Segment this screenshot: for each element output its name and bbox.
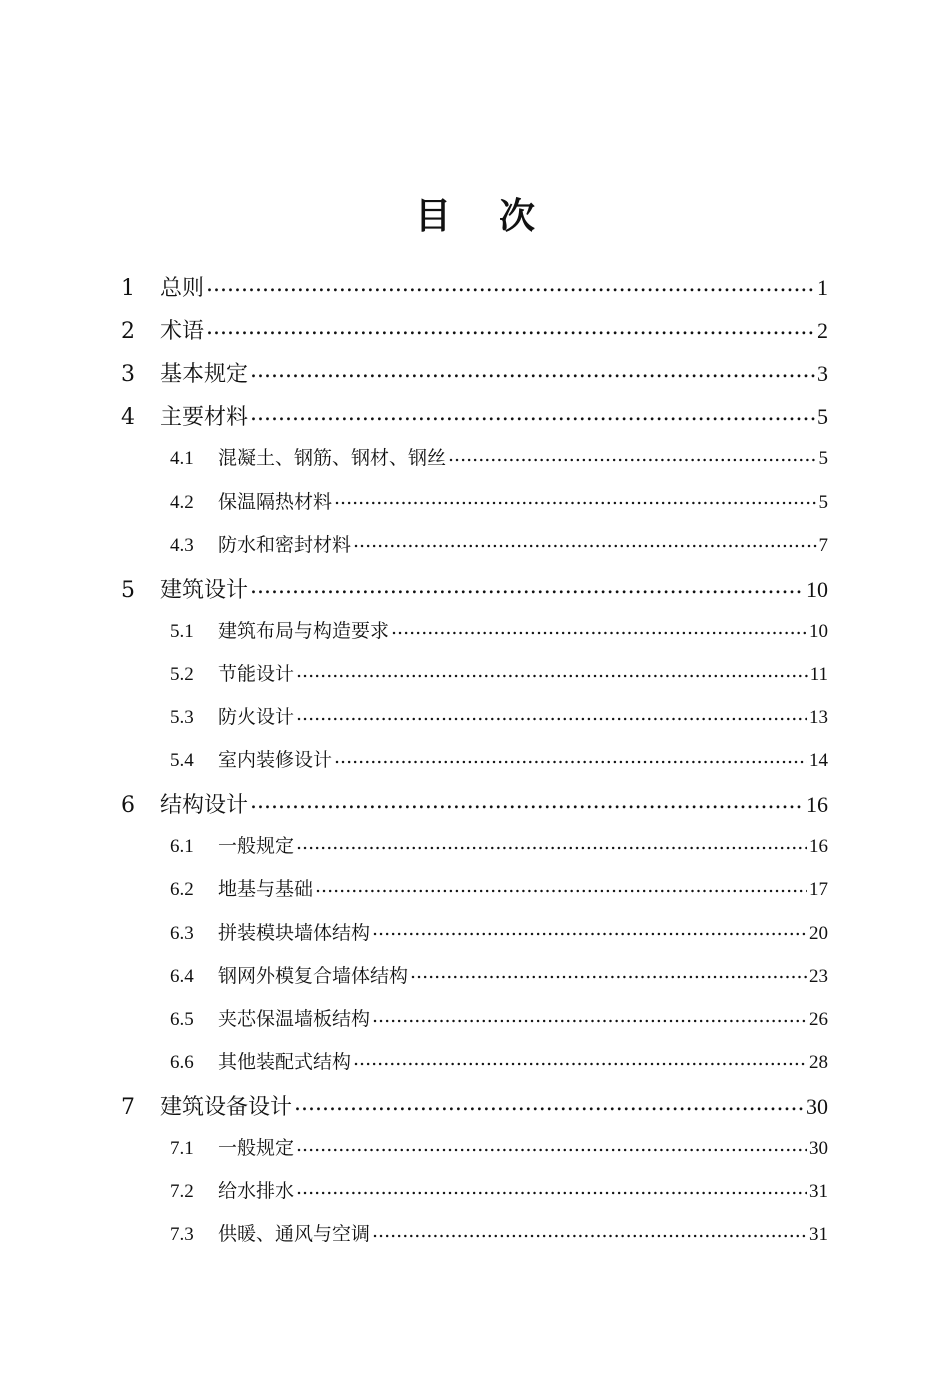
toc-leader-dots — [250, 790, 804, 812]
toc-leader-dots — [410, 963, 807, 982]
toc-entry[interactable] — [170, 1004, 828, 1031]
toc-entry[interactable] — [170, 530, 828, 557]
toc-entry[interactable] — [121, 573, 828, 604]
toc-entry[interactable] — [121, 788, 828, 819]
toc-entry-label: 给水排水 — [218, 1180, 295, 1203]
toc-entry-page: 30 — [809, 1138, 828, 1159]
toc-entry-number: 6.1 — [170, 836, 194, 858]
toc-entry-number: 6.4 — [170, 965, 194, 987]
toc-entry-number: 4 — [121, 405, 135, 431]
toc-leader-dots — [296, 1178, 807, 1197]
toc-entry-number: 7.3 — [170, 1224, 194, 1246]
toc-leader-dots — [315, 876, 807, 895]
toc-entry-page: 16 — [809, 836, 828, 858]
toc-entry-label: 其他装配式结构 — [218, 1050, 352, 1073]
toc-entry-label: 防水和密封材料 — [218, 533, 352, 556]
toc-entry-page: 10 — [809, 620, 828, 642]
toc-entry-number: 6.2 — [170, 879, 194, 901]
toc-entry[interactable] — [170, 874, 828, 901]
toc-entry[interactable] — [121, 314, 828, 345]
toc-entry-page: 13 — [809, 707, 828, 728]
toc-entry-label: 建筑设备设计 — [160, 1094, 293, 1120]
toc-entry-page: 26 — [809, 1008, 828, 1030]
toc-leader-dots — [296, 1135, 807, 1154]
toc-entry-page: 28 — [809, 1051, 828, 1073]
toc-leader-dots — [448, 445, 816, 464]
toc-entry-page: 3 — [817, 361, 828, 387]
toc-entry-number: 4.1 — [170, 448, 194, 470]
toc-entry-label: 防火设计 — [218, 706, 295, 728]
toc-entry-label: 一般规定 — [218, 835, 295, 858]
toc-entry-page: 10 — [806, 576, 828, 602]
toc-leader-dots — [353, 532, 816, 551]
toc-leader-dots — [391, 618, 807, 637]
toc-entry[interactable] — [170, 1176, 828, 1203]
toc-entry-number: 7.1 — [170, 1138, 194, 1159]
toc-entry[interactable] — [121, 1090, 828, 1121]
toc-leader-dots — [372, 1221, 807, 1240]
toc-entry-label: 保温隔热材料 — [218, 490, 333, 513]
toc-entry-number: 7.2 — [170, 1181, 194, 1203]
toc-entry[interactable] — [170, 1047, 828, 1074]
toc-entry-page: 11 — [809, 663, 828, 685]
toc-leader-dots — [296, 704, 807, 723]
toc-entry-label: 总则 — [160, 276, 205, 301]
toc-leader-dots — [250, 359, 815, 381]
toc-entry[interactable] — [170, 659, 828, 686]
toc-entry-page: 30 — [806, 1093, 828, 1119]
toc-leader-dots — [372, 920, 807, 939]
toc-entry-page: 7 — [818, 534, 828, 556]
toc-leader-dots — [334, 747, 807, 766]
toc-entry[interactable] — [170, 745, 828, 772]
toc-leader-dots — [206, 273, 815, 295]
toc-entry-number: 5.3 — [170, 707, 194, 728]
toc-entry-label: 建筑设计 — [160, 577, 249, 603]
toc-leader-dots — [296, 661, 808, 680]
toc-entry-page: 5 — [818, 448, 828, 470]
toc-entry-label: 混凝土、钢筋、钢材、钢丝 — [218, 447, 447, 470]
toc-entry[interactable] — [121, 271, 828, 302]
toc-entry-page: 1 — [817, 275, 828, 300]
toc-entry-number: 2 — [121, 319, 135, 345]
toc-entry[interactable] — [170, 702, 828, 729]
toc-leader-dots — [294, 1092, 804, 1114]
toc-leader-dots — [206, 316, 815, 338]
title-char-left: 目 — [414, 195, 451, 237]
toc-entry[interactable] — [121, 357, 828, 388]
toc-entry-page: 16 — [806, 792, 828, 818]
toc-entry-page: 5 — [818, 491, 828, 513]
toc-entry-page: 14 — [809, 750, 828, 772]
toc-entry[interactable] — [121, 400, 828, 431]
toc-entry-page: 5 — [817, 404, 828, 430]
toc-entry-number: 6.3 — [170, 922, 194, 944]
toc-entry[interactable] — [170, 918, 828, 945]
toc-entry-label: 夹芯保温墙板结构 — [218, 1007, 371, 1030]
toc-entry-label: 建筑布局与构造要求 — [218, 619, 390, 642]
toc-leader-dots — [250, 402, 815, 424]
toc-entry-number: 5 — [121, 577, 135, 603]
toc-entry-number: 4.3 — [170, 534, 194, 556]
toc-entry-label: 拼装模块墙体结构 — [218, 921, 371, 944]
toc-entry-label: 一般规定 — [218, 1137, 295, 1159]
title-char-right: 次 — [499, 195, 536, 237]
toc-entry-label: 供暖、通风与空调 — [218, 1223, 371, 1246]
toc-entry-label: 主要材料 — [160, 405, 249, 431]
toc-entry[interactable] — [170, 961, 828, 988]
toc-leader-dots — [353, 1049, 807, 1068]
toc-entry-label: 节能设计 — [218, 662, 295, 685]
toc-entry-number: 5.1 — [170, 620, 194, 642]
page-title — [0, 188, 950, 239]
toc-entry-number: 6 — [121, 793, 135, 819]
toc-entry[interactable] — [170, 831, 828, 858]
toc-entry-number: 6.6 — [170, 1051, 194, 1073]
toc-entry-label: 基本规定 — [160, 362, 249, 388]
toc-entry-page: 20 — [809, 922, 828, 944]
toc-entry-number: 5.2 — [170, 663, 194, 685]
toc-entry-label: 钢网外模复合墙体结构 — [218, 964, 409, 987]
toc-leader-dots — [250, 575, 804, 597]
toc-entry[interactable] — [170, 1219, 828, 1246]
toc-entry-page: 31 — [809, 1224, 828, 1246]
toc-entry-label: 室内装修设计 — [218, 749, 333, 772]
toc-entry-number: 4.2 — [170, 491, 194, 513]
toc-entry[interactable] — [170, 443, 828, 470]
toc-entry-number: 1 — [121, 276, 135, 301]
toc-entry[interactable] — [170, 487, 828, 514]
toc-entry-page: 2 — [817, 318, 828, 344]
toc-entry-number: 3 — [121, 362, 135, 388]
toc-leader-dots — [372, 1006, 807, 1025]
toc-entry[interactable] — [170, 616, 828, 643]
toc-entry-number: 7 — [121, 1094, 135, 1120]
toc-entry-number: 5.4 — [170, 750, 194, 772]
toc-entry-page: 31 — [809, 1181, 828, 1203]
toc-entry-page: 17 — [809, 879, 828, 901]
toc-leader-dots — [296, 833, 807, 852]
toc-entry-label: 结构设计 — [160, 793, 249, 819]
toc-entry-number: 6.5 — [170, 1008, 194, 1030]
toc-entry[interactable] — [170, 1133, 828, 1160]
toc-entry-label: 地基与基础 — [218, 878, 314, 901]
toc-leader-dots — [334, 489, 816, 508]
toc-entry-page: 23 — [809, 965, 828, 987]
toc-entry-label: 术语 — [160, 319, 205, 345]
